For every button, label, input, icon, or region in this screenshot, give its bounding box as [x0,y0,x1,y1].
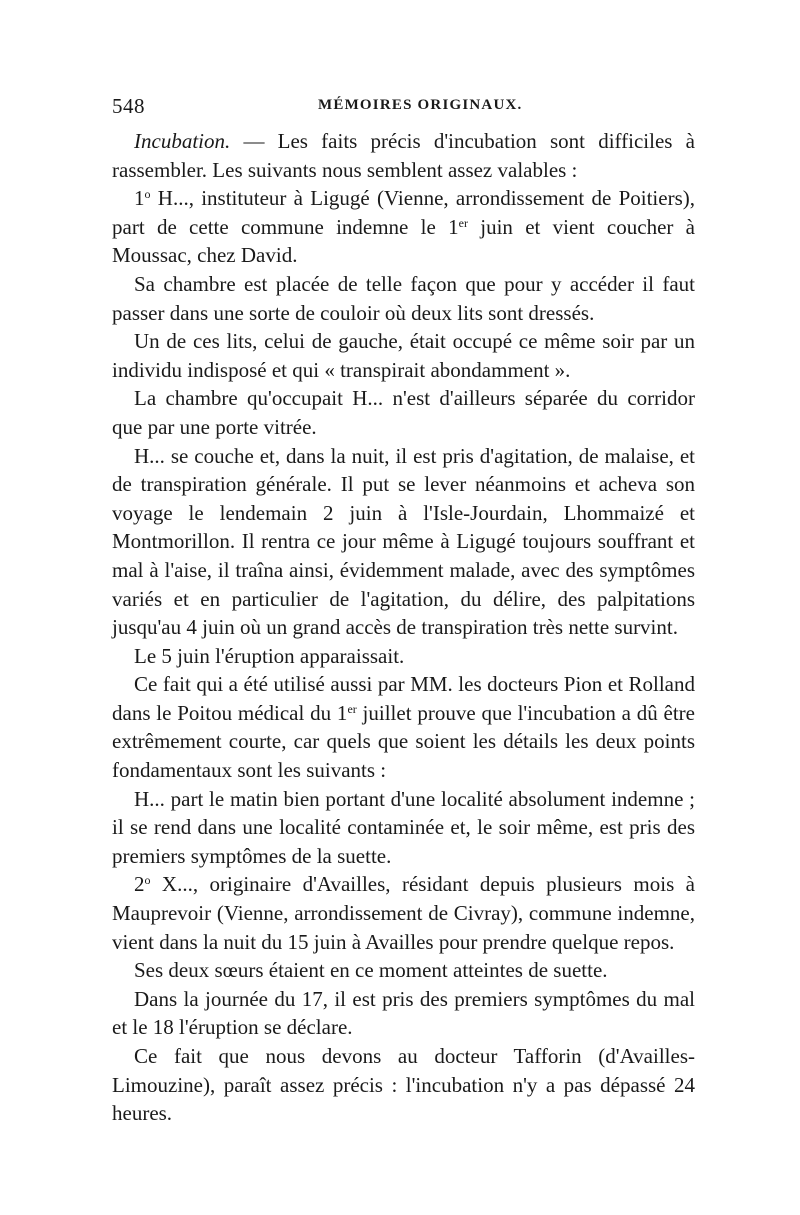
paragraph: Ce fait que nous devons au docteur Tafforin (d'Availles-Limouzine), paraît assez précis : l'incubation n'y a pas dépassé 24 heures. [112,1044,695,1126]
paragraph: H... part le matin bien portant d'une localité absolument indemne ; il se rend dans une localité contaminée et, le soir même, est pris des premiers symptômes de la suette. [112,786,695,868]
paragraph-incubation [112,127,695,184]
paragraph-case-1 [112,184,695,270]
body-text [112,127,695,1128]
case-number: 1 [134,186,145,211]
paragraph-text: juin et vient coucher à Moussac, chez David. [112,214,695,268]
page-header [112,94,692,120]
paragraph: Dans la journée du 17, il est pris des premiers symptômes du mal et le 18 l'éruption se déclare. [112,986,695,1040]
ordinal-suffix: er [347,701,357,716]
paragraph-observation [112,670,695,784]
case-number: 2 [134,872,145,897]
paragraph: Sa chambre est placée de telle façon que pour y accéder il faut passer dans une sorte de couloir où deux lits sont dressés. [112,271,695,325]
page-number: 548 [112,94,145,118]
paragraph: Un de ces lits, celui de gauche, était occupé ce même soir par un individu indisposé et qui « transpirait abondamment ». [112,329,695,382]
paragraph: La chambre qu'occupait H... n'est d'ailleurs séparée du corridor que par une porte vitrée. [112,386,695,439]
paragraph-text: Ce fait qui a été utilisé aussi par MM. les docteurs Pion et Rolland dans le Poitou médical du 1 [112,672,695,725]
paragraph-text: H..., instituteur à Ligugé (Vienne, arrondissement de Poitiers), part de cette commune indemne le 1 [112,186,695,239]
paragraph: H... se couche et, dans la nuit, il est pris d'agitation, de malaise, et de transpiration générale. Il put se lever néanmoins et acheva son voyage le lendemain 2 juin à l'Isle-Jourdain, Lhommaizé et Montmorillon. Il rentra ce jour même à Ligugé toujours souffrant et mal à l'aise, il traîna ainsi, évidemment malade, avec des symptômes variés et en particulier de l'agitation, du délire, des palpitations jusqu'au 4 juin où un grand accès de transpiration très nette survint. [112,443,695,640]
paragraph-text: — Les faits précis d'incubation sont difficiles à rassembler. Les suivants nous semblent assez valables : [112,129,695,182]
ordinal-suffix: o [144,873,151,888]
paragraph-case-2 [112,870,695,956]
running-title: MÉMOIRES ORIGINAUX. [318,97,523,113]
ordinal-suffix: o [144,187,151,202]
paragraph: Ses deux sœurs étaient en ce moment atteintes de suette. [134,958,608,983]
paragraph: Le 5 juin l'éruption apparaissait. [134,643,405,668]
paragraph-text: X..., originaire d'Availles, résidant depuis plusieurs mois à Mauprevoir (Vienne, arrondissement de Civray), commune indemne, vient dans la nuit du 15 juin à Availles pour prendre quelque repos. [112,872,695,954]
ordinal-suffix: er [458,215,468,230]
paragraph-text: juillet prouve que l'incubation a dû être extrêmement courte, car quels que soient les détails les deux points fondamentaux sont les suivants : [112,700,695,783]
section-lead: Incubation. [134,129,231,153]
